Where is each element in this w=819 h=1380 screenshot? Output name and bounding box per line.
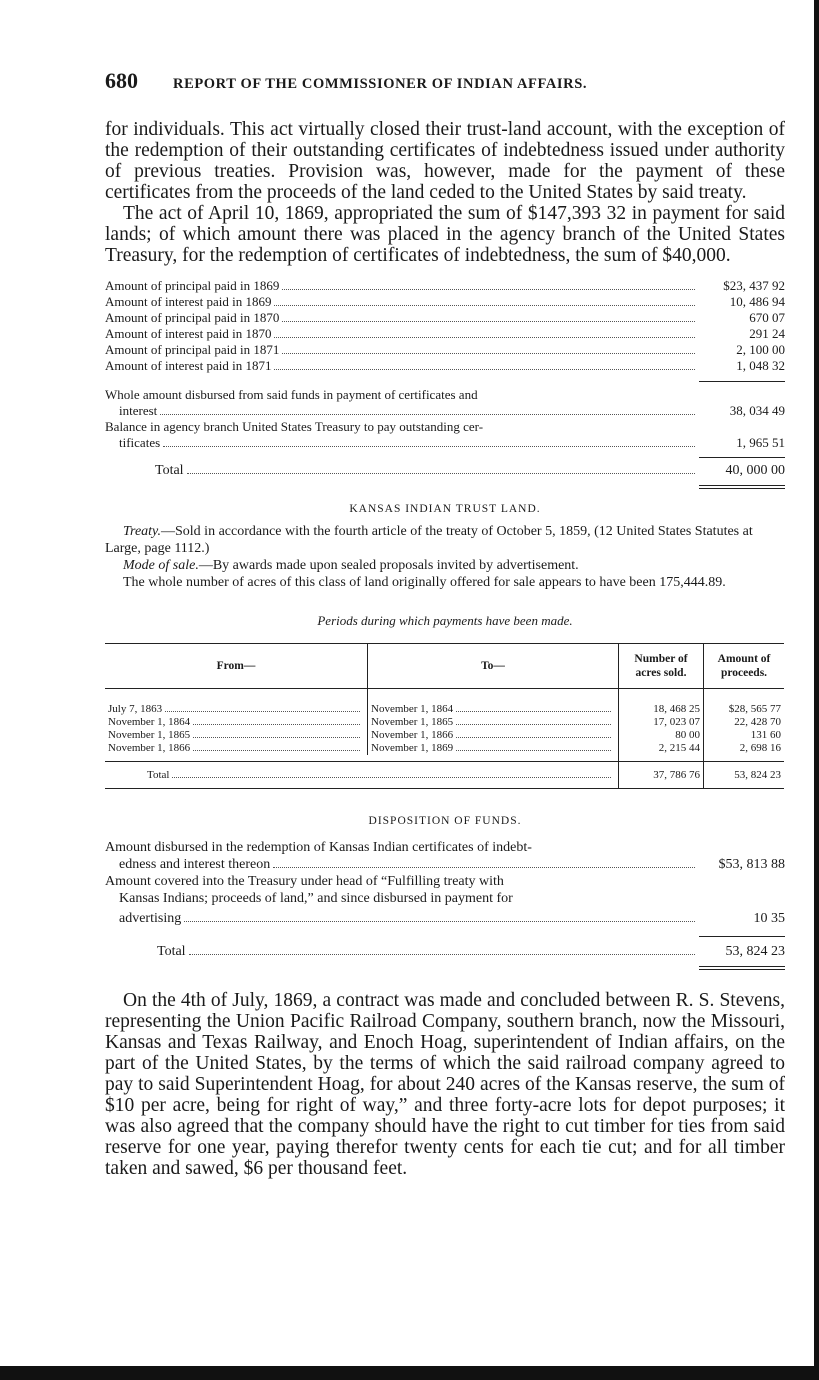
ledger-row-amount: 670 07 (749, 310, 785, 325)
leader-dots (163, 445, 695, 447)
document-page (105, 68, 785, 1179)
mode-label: Mode of sale. (123, 558, 199, 573)
disp-row2-line1: Amount covered into the Treasury under head of “Fulfilling treaty with (105, 874, 504, 889)
ledger-row-label: Amount of interest paid in 1871 (105, 358, 272, 373)
mode-paragraph (105, 557, 785, 574)
cell-from (105, 742, 368, 755)
disp-row2-amount: 10 35 (753, 911, 785, 926)
leader-dots (193, 736, 360, 738)
total-double-rule (699, 485, 785, 489)
disposition-heading: DISPOSITION OF FUNDS. (368, 815, 522, 827)
cell-acres: 80 00 (619, 729, 704, 742)
cell-to-text: November 1, 1869 (371, 742, 454, 754)
total-double-rule (699, 966, 785, 970)
cell-from (105, 703, 368, 716)
cell-from-text: July 7, 1863 (108, 703, 163, 715)
treaty-text: —Sold in accordance with the fourth article of the treaty of October 5, 1859, (12 United States Statutes at Large, page 1112.) (105, 524, 753, 556)
table-row (105, 742, 784, 755)
paragraph-act-1869: The act of April 10, 1869, appropriated the sum of $147,393 32 in payment for said lands; of which amount there was placed in the agency branch of the United States Treasury, for the redemption of certificates of indebtedness, the sum of $40,000. (105, 203, 785, 266)
leader-dots (274, 304, 695, 306)
ledger-row-label: Amount of principal paid in 1871 (105, 342, 280, 357)
disposition-ledger (105, 839, 785, 970)
ledger-row-amount: 1, 048 32 (736, 358, 785, 373)
scan-edge-bottom (0, 1366, 819, 1380)
whole-label-line1: Whole amount disbursed from said funds in payment of certificates and (105, 387, 478, 402)
paragraph-contract: On the 4th of July, 1869, a contract was made and concluded between R. S. Stevens, representing the Union Pacific Railroad Company, southern branch, now the Missouri, Kansas and Texas Railway, and Enoch Hoag, superintendent of Indian affairs, on the part of the United States, by the terms of which the said railroad company agreed to pay to said Superintendent Hoag, for about 240 acres of the Kansas reserve, the sum of $10 per acre, being for right of way,” and three forty-acre lots for depot purposes; it was also agreed that the company should have the right to cut timber for ties from said reserve for one year, paying therefor twenty cents for each tie cut; and for all timber taken and sawed, $6 per thousand feet. (105, 990, 785, 1179)
disp-row1-line1: Amount disbursed in the redemption of Kansas Indian certificates of indebt- (105, 840, 532, 855)
disp-row2-line2: Kansas Indians; proceeds of land,” and since disbursed in payment for (119, 891, 513, 906)
ledger-row-label: Amount of principal paid in 1870 (105, 310, 280, 325)
leader-dots (456, 749, 611, 751)
leader-dots (193, 723, 360, 725)
leader-dots (160, 413, 695, 415)
disp-total-amount: 53, 824 23 (725, 944, 785, 959)
cell-total-label (105, 762, 619, 789)
cell-from-text: November 1, 1866 (108, 742, 191, 754)
ledger-payments (105, 278, 785, 489)
leader-dots (274, 336, 695, 338)
table-row (105, 729, 784, 742)
cell-to-text: November 1, 1865 (371, 716, 454, 728)
ledger-row-label: Amount of interest paid in 1869 (105, 294, 272, 309)
cell-acres: 17, 023 07 (619, 716, 704, 729)
ledger-balance (105, 419, 785, 451)
col-acres-line2: acres sold. (635, 667, 687, 679)
cell-total-proceeds: 53, 824 23 (704, 762, 785, 789)
whole-label-line2: interest (119, 403, 158, 418)
leader-dots (456, 736, 611, 738)
cell-acres: 2, 215 44 (619, 742, 704, 755)
periods-body (105, 689, 784, 789)
cell-total-acres: 37, 786 76 (619, 762, 704, 789)
ledger-row (105, 278, 785, 294)
acres-paragraph: The whole number of acres of this class of land originally offered for sale appears to have been 175,444.89. (123, 575, 726, 590)
leader-dots (172, 776, 611, 778)
cell-from (105, 729, 368, 742)
col-acres (619, 644, 704, 689)
treaty-paragraph (105, 523, 785, 557)
table-header-row (105, 644, 784, 689)
ledger-row (105, 358, 785, 374)
sum-rule (699, 936, 785, 937)
balance-label-line1: Balance in agency branch United States Treasury to pay outstanding cer- (105, 419, 484, 434)
whole-amount-value: 38, 034 49 (729, 403, 785, 418)
cell-proceeds: 2, 698 16 (739, 742, 781, 754)
ledger-row-amount: 2, 100 00 (736, 342, 785, 357)
scan-edge-right (814, 0, 819, 1380)
col-proceeds-line1: Amount of (717, 653, 771, 665)
periods-table (105, 643, 784, 789)
col-from: From— (105, 644, 368, 689)
cell-from-text: November 1, 1865 (108, 729, 191, 741)
cell-from (105, 716, 368, 729)
cell-to (368, 716, 619, 729)
ledger-rows (105, 278, 785, 374)
ledger-row-amount: $23, 437 92 (723, 278, 785, 293)
sum-rule (699, 381, 785, 382)
cell-to (368, 703, 619, 716)
disp-row1-amount: $53, 813 88 (718, 857, 785, 872)
table-row (105, 703, 784, 716)
total-label: Total (155, 463, 184, 478)
leader-dots (282, 288, 695, 290)
treaty-label: Treaty. (123, 524, 161, 539)
spacer-row (105, 689, 784, 704)
leader-dots (273, 866, 695, 868)
ledger-row (105, 326, 785, 342)
col-proceeds (704, 644, 785, 689)
ledger-total (105, 463, 785, 479)
disp-total (105, 943, 785, 960)
leader-dots (282, 320, 695, 322)
periods-title: Periods during which payments have been made. (317, 613, 573, 628)
leader-dots (184, 920, 695, 922)
sum-rule (699, 457, 785, 458)
cell-to (368, 729, 619, 742)
disp-row1-line2: edness and interest thereon (119, 857, 271, 872)
cell-from-text: November 1, 1864 (108, 716, 191, 728)
col-acres-line1: Number of (634, 653, 688, 665)
mode-text: —By awards made upon sealed proposals invited by advertisement. (198, 558, 579, 573)
ledger-row-amount: 291 24 (749, 326, 785, 341)
balance-label-line2: tificates (119, 435, 161, 450)
kansas-section (105, 523, 785, 591)
leader-dots (165, 710, 360, 712)
cell-proceeds: 131 60 (750, 729, 781, 741)
running-header (105, 68, 785, 98)
cell-to-text: November 1, 1866 (371, 729, 454, 741)
ledger-row-label: Amount of interest paid in 1870 (105, 326, 272, 341)
cell-acres: 18, 468 25 (619, 703, 704, 716)
table-row (105, 716, 784, 729)
ledger-row (105, 294, 785, 310)
leader-dots (282, 352, 695, 354)
cell-to-text: November 1, 1864 (371, 703, 454, 715)
leader-dots (456, 723, 611, 725)
kansas-heading: KANSAS INDIAN TRUST LAND. (349, 503, 541, 515)
balance-amount-value: 1, 965 51 (736, 435, 785, 450)
table-total-row (105, 762, 784, 789)
ledger-row (105, 310, 785, 326)
col-to: To— (368, 644, 619, 689)
leader-dots (187, 472, 695, 474)
cell-proceeds: $28, 565 77 (728, 703, 781, 715)
disp-total-label: Total (157, 944, 186, 959)
leader-dots (274, 368, 695, 370)
leader-dots (456, 710, 611, 712)
ledger-row-label: Amount of principal paid in 1869 (105, 278, 280, 293)
leader-dots (189, 953, 695, 955)
report-title: REPORT OF THE COMMISSIONER OF INDIAN AFFAIRS. (173, 76, 588, 92)
leader-dots (193, 749, 360, 751)
disp-row2-line3: advertising (119, 911, 182, 926)
cell-to (368, 742, 619, 755)
total-amount-value: 40, 000 00 (725, 463, 785, 478)
ledger-whole-amount (105, 387, 785, 419)
col-proceeds-line2: proceeds. (720, 667, 768, 679)
cell-proceeds: 22, 428 70 (734, 716, 781, 728)
paragraph-trust-land: for individuals. This act virtually closed their trust-land account, with the exception of the redemption of their outstanding certificates of indebtedness issued under authority of previous treaties. Provision was, however, made for the payment of these certificates from the proceeds of the land ceded to the United States by said treaty. (105, 119, 785, 203)
page-number: 680 (105, 68, 138, 93)
ledger-row (105, 342, 785, 358)
ledger-row-amount: 10, 486 94 (729, 294, 785, 309)
total-label: Total (147, 768, 170, 781)
